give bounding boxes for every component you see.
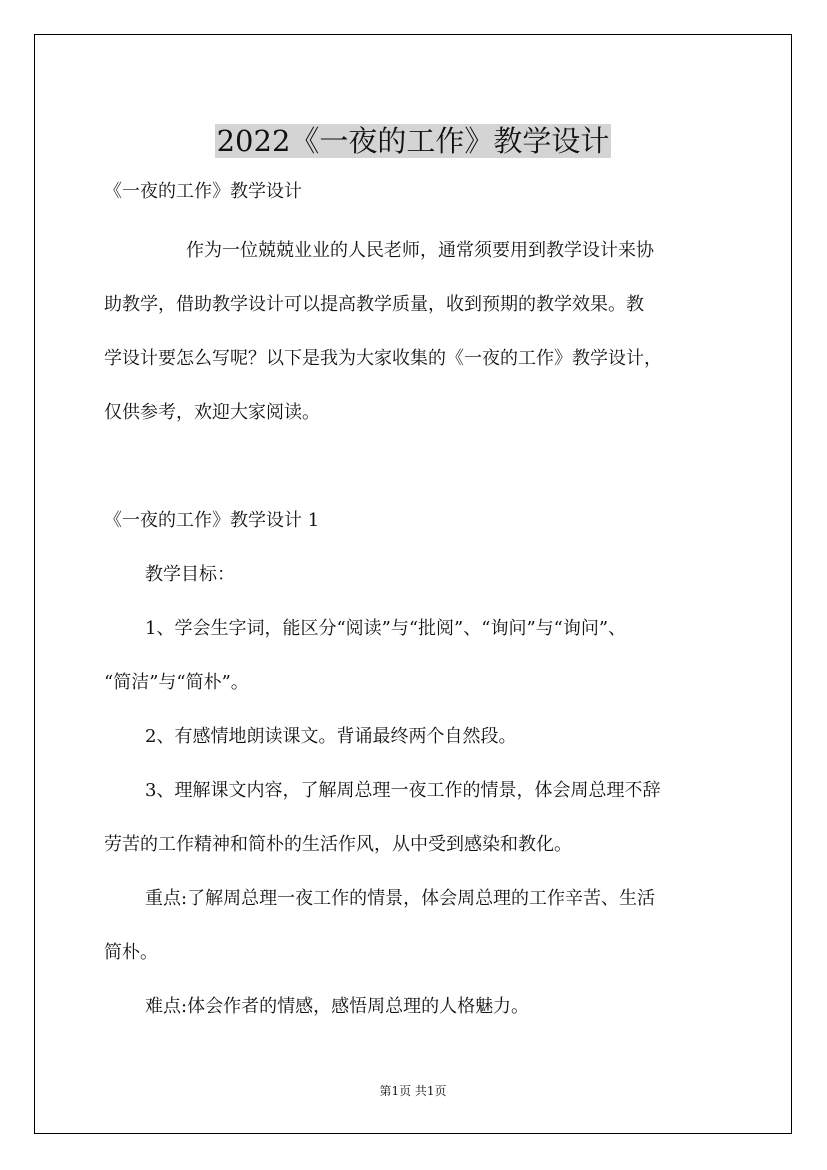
- goal-2: 2、有感情地朗读课文。背诵最终两个自然段。: [145, 726, 517, 747]
- teaching-goals-label: 教学目标：: [145, 564, 235, 585]
- key-point-line-1: 重点:了解周总理一夜工作的情景，体会周总理的工作辛苦、生活: [145, 888, 656, 909]
- page-footer: 第1页 共1页: [379, 1084, 447, 1098]
- document-title-text: 2022《一夜的工作》教学设计: [216, 124, 610, 158]
- goal-3-line-1: 3、理解课文内容，了解周总理一夜工作的情景，体会周总理不辞: [145, 780, 661, 801]
- document-title: [35, 123, 791, 159]
- intro-heading: 《一夜的工作》教学设计: [104, 181, 302, 202]
- goal-1-line-1: 1、学会生字词，能区分“阅读”与“批阅”、“询问”与“询问”、: [145, 618, 627, 639]
- key-point-line-2: 简朴。: [104, 942, 158, 963]
- goal-3-line-2: 劳苦的工作精神和简朴的生活作风，从中受到感染和教化。: [104, 834, 572, 855]
- intro-line-4: 仅供参考，欢迎大家阅读。: [104, 402, 320, 423]
- intro-line-3: 学设计要怎么写呢？以下是我为大家收集的《一夜的工作》教学设计，: [104, 348, 662, 369]
- difficulty-point: 难点:体会作者的情感，感悟周总理的人格魅力。: [145, 996, 530, 1017]
- goal-1-line-2: “简洁”与“简朴”。: [104, 672, 249, 693]
- section-heading: 《一夜的工作》教学设计 1: [104, 510, 320, 531]
- intro-line-2: 助教学，借助教学设计可以提高教学质量，收到预期的教学效果。教: [104, 294, 644, 315]
- intro-line-1: 作为一位兢兢业业的人民老师，通常须要用到教学设计来协: [186, 240, 654, 261]
- document-page: [34, 34, 792, 1134]
